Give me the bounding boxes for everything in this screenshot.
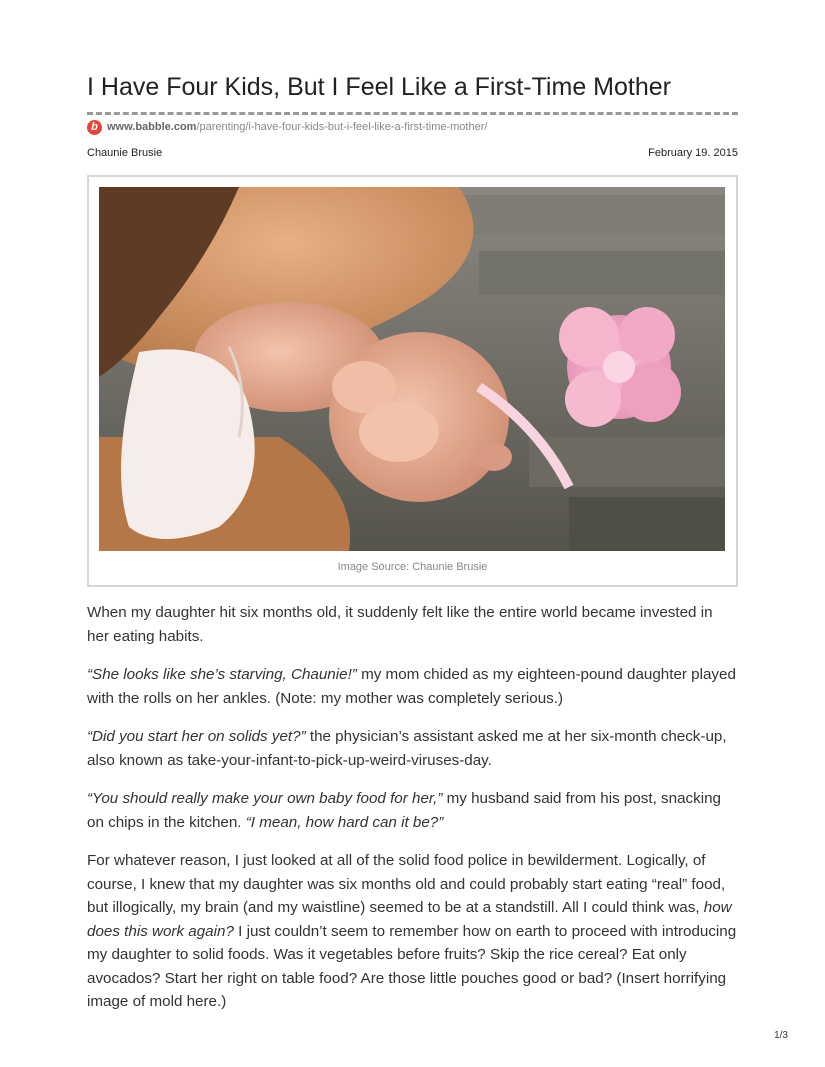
quote-husband-2: “I mean, how hard can it be?” <box>245 813 444 831</box>
paragraph-3 <box>87 725 738 772</box>
flower-headband <box>559 307 681 427</box>
paragraph-4 <box>87 787 738 834</box>
author-name: Chaunie Brusie <box>87 147 163 159</box>
page-number: 1/3 <box>774 1030 788 1041</box>
paragraph-5-start: For whatever reason, I just looked at all of the solid food police in bewilderment. Logically, of course, I knew that my daughter was six months old and could probably start eating “real” food, but illogically, my brain (and my waistline) seemed to be at a standstill. All I could think was, <box>87 852 726 916</box>
paragraph-5-end: I just couldn’t seem to remember how on earth to proceed with introducing my daughter to solid foods. Was it vegetables before fruits? Skip the rice cereal? Eat only avocados? Start her right on table food? Are those little pouches good or bad? (Insert horrifying image of mold here.) <box>87 922 737 1010</box>
paragraph-4-text: my husband said from his post, snacking on chips in the kitchen. <box>87 790 721 831</box>
paragraph-2-text: my mom chided as my eighteen-pound daughter played with the rolls on her ankles. (Note: my mother was completely serious.) <box>87 666 736 707</box>
baby-photo <box>99 187 725 551</box>
paragraph-3-text: the physician’s assistant asked me at her six-month check-up, also known as take-your-infant-to-pick-up-weird-viruses-day. <box>87 728 727 769</box>
article-title: I Have Four Kids, But I Feel Like a First-Time Mother <box>87 73 671 101</box>
babble-logo-icon: b <box>87 120 102 135</box>
title-divider <box>87 112 738 115</box>
figure-caption: Image Source: Chaunie Brusie <box>337 561 488 573</box>
quote-husband: “You should really make your own baby food for her,” <box>87 790 443 807</box>
paragraph-5 <box>87 849 738 1014</box>
quote-physician: “Did you start her on solids yet?” <box>87 728 306 745</box>
source-url-row[interactable] <box>87 119 487 135</box>
quote-mom: “She looks like she’s starving, Chaunie!” <box>87 666 357 683</box>
source-url[interactable] <box>107 121 487 133</box>
url-path: /parenting/i-have-four-kids-but-i-feel-like-a-first-time-mother/ <box>196 121 488 133</box>
publish-date: February 19. 2015 <box>648 147 738 159</box>
article-body <box>87 601 738 1029</box>
paragraph-1: When my daughter hit six months old, it suddenly felt like the entire world became invested in her eating habits. <box>87 604 713 645</box>
paragraph-5-question: how does this work again? <box>87 899 732 940</box>
url-domain: www.babble.com <box>107 121 197 133</box>
paragraph-2 <box>87 663 738 710</box>
article-figure <box>87 175 738 587</box>
